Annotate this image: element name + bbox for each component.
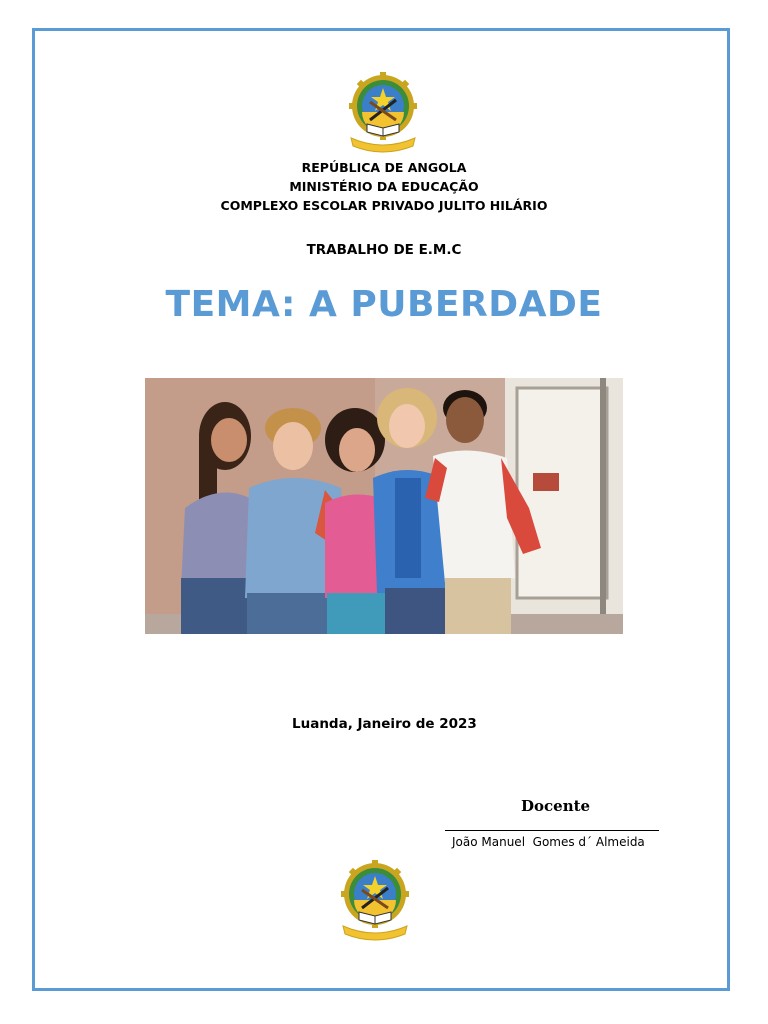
republic-heading: REPÚBLICA DE ANGOLA bbox=[301, 160, 467, 175]
place-date: Luanda, Janeiro de 2023 bbox=[292, 716, 477, 732]
signature-line bbox=[445, 830, 659, 831]
school-heading: COMPLEXO ESCOLAR PRIVADO JULITO HILÁRIO bbox=[220, 198, 548, 213]
docente-name: João Manuel Gomes d´ Almeida bbox=[452, 835, 645, 849]
subject-heading: TRABALHO DE E.M.C bbox=[306, 242, 462, 258]
ministry-heading: MINISTÉRIO DA EDUCAÇÃO bbox=[289, 179, 479, 194]
page-title: TEMA: A PUBERDADE bbox=[165, 284, 603, 325]
angola-emblem-icon bbox=[343, 72, 423, 154]
teenagers-photo bbox=[145, 378, 623, 634]
docente-label: Docente bbox=[521, 797, 591, 815]
angola-emblem-icon bbox=[335, 860, 415, 942]
